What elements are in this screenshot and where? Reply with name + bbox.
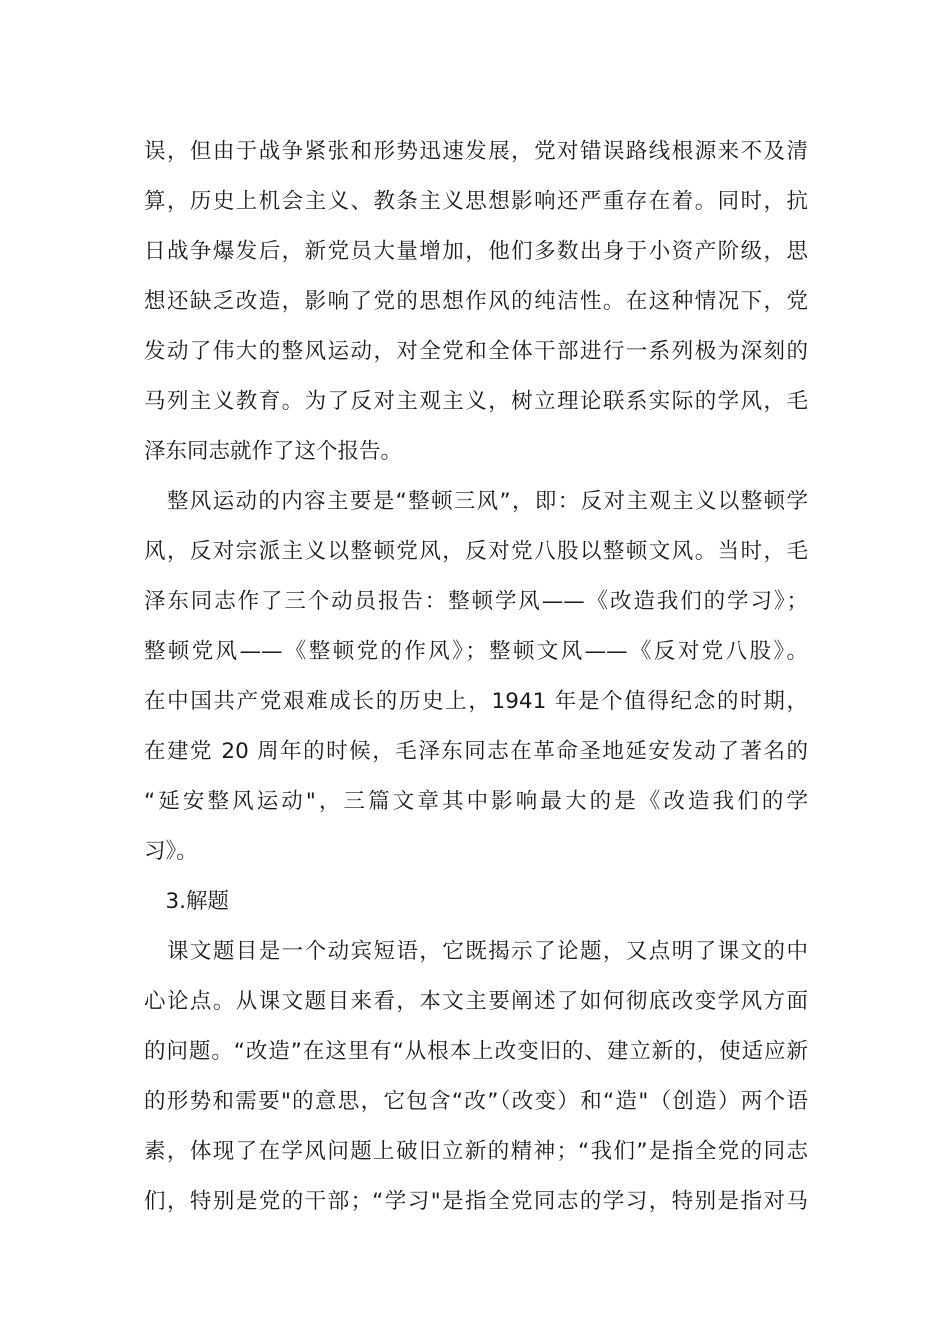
text-line: 日战争爆发后，新党员大量增加，他们多数出身于小资产阶级，思 — [144, 239, 808, 264]
text-line: 马列主义教育。为了反对主观主义，树立理论联系实际的学风，毛 — [144, 389, 808, 414]
text-line: 的形势和需要"的意思，它包含“改”（改变）和“造"（创造）两个语 — [144, 1089, 808, 1114]
section-heading: 3.解题 — [144, 889, 230, 914]
text-line: 算，历史上机会主义、教条主义思想影响还严重存在着。同时，抗 — [144, 189, 808, 214]
text-line: 整风运动的内容主要是“整顿三风”，即：反对主观主义以整顿学 — [144, 489, 808, 514]
text-line: 发动了伟大的整风运动，对全党和全体干部进行一系列极为深刻的 — [144, 339, 808, 364]
text-line: 的问题。“改造”在这里有“从根本上改变旧的、建立新的，使适应新 — [144, 1039, 808, 1064]
text-line: 泽东同志就作了这个报告。 — [144, 439, 403, 464]
text-line: 心论点。从课文题目来看，本文主要阐述了如何彻底改变学风方面 — [144, 989, 808, 1014]
text-line: “延安整风运动"，三篇文章其中影响最大的是《改造我们的学 — [144, 789, 808, 814]
text-line: 在中国共产党艰难成长的历史上，1941 年是个值得纪念的时期， — [144, 689, 808, 714]
text-line: 风，反对宗派主义以整顿党风，反对党八股以整顿文风。当时，毛 — [144, 539, 808, 564]
text-line: 课文题目是一个动宾短语，它既揭示了论题，又点明了课文的中 — [144, 939, 808, 964]
text-line: 习》。 — [144, 839, 198, 864]
text-line: 素，体现了在学风问题上破旧立新的精神；“我们”是指全党的同志 — [144, 1139, 808, 1164]
text-line: 在建党 20 周年的时候，毛泽东同志在革命圣地延安发动了著名的 — [144, 739, 808, 764]
text-line: 整顿党风——《整顿党的作风》；整顿文风——《反对党八股》。 — [144, 639, 808, 664]
body-text — [144, 127, 808, 1227]
text-line: 们，特别是党的干部；“学习"是指全党同志的学习，特别是指对马 — [144, 1189, 808, 1214]
text-line: 泽东同志作了三个动员报告：整顿学风——《改造我们的学习》； — [144, 589, 808, 614]
text-line: 误，但由于战争紧张和形势迅速发展，党对错误路线根源来不及清 — [144, 139, 808, 164]
text-line: 想还缺乏改造，影响了党的思想作风的纯洁性。在这种情况下，党 — [144, 289, 808, 314]
